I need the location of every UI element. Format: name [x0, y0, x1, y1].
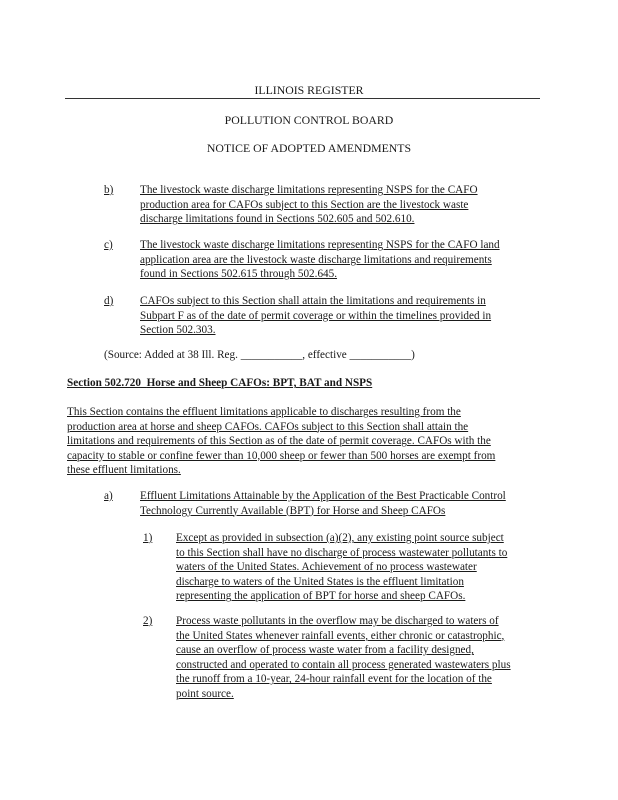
register-heading: ILLINOIS REGISTER	[254, 83, 364, 97]
section-intro	[67, 405, 547, 478]
item-b-marker: b)	[104, 184, 114, 196]
intro-line: limitations and requirements of this Section as of the date of permit coverage. CAFOs with the	[67, 435, 491, 448]
subsection-a-marker: a)	[104, 490, 113, 502]
item-c-marker: c)	[104, 239, 113, 251]
notice-heading: NOTICE OF ADOPTED AMENDMENTS	[206, 141, 412, 155]
numbered-line: representing the application of BPT for horse and sheep CAFOs.	[176, 590, 466, 603]
numbered-1-marker: 1)	[143, 532, 153, 544]
intro-line: capacity to stable or confine fewer than 10,000 sheep or fewer than 500 horses are exempt from	[67, 449, 496, 462]
item-line: found in Sections 502.615 through 502.645.	[140, 268, 338, 281]
numbered-line: to this Section shall have no discharge of process wastewater pollutants to	[176, 546, 508, 559]
source-note: (Source: Added at 38 Ill. Reg. ___________, effective ___________)	[104, 349, 415, 361]
item-line: The livestock waste discharge limitations representing NSPS for the CAFO	[140, 184, 478, 196]
numbered-1-text	[176, 531, 546, 604]
numbered-line: waters of the United States. Achievement of no process wastewater	[176, 561, 477, 574]
section-number: Section 502.720	[67, 377, 141, 389]
section-title: Horse and Sheep CAFOs: BPT, BAT and NSPS	[146, 377, 373, 389]
item-d-text	[140, 294, 540, 338]
numbered-line: constructed and operated to contain all process generated wastewaters plus	[176, 658, 511, 671]
subsection-line: Effluent Limitations Attainable by the Application of the Best Practicable Control	[140, 490, 506, 502]
item-d-marker: d)	[104, 295, 114, 307]
board-heading: POLLUTION CONTROL BOARD	[224, 113, 394, 127]
subsection-line: Technology Currently Available (BPT) for Horse and Sheep CAFOs	[140, 504, 446, 517]
item-line: Subpart F as of the date of permit coverage or within the timelines provided in	[140, 309, 492, 322]
numbered-line: discharge to waters of the United States is the effluent limitation	[176, 575, 464, 588]
item-line: CAFOs subject to this Section shall attain the limitations and requirements in	[140, 295, 486, 307]
numbered-line: the runoff from a 10-year, 24-hour rainfall event for the location of the	[176, 673, 492, 686]
numbered-line: Process waste pollutants in the overflow may be discharged to waters of	[176, 615, 499, 627]
item-b-text	[140, 183, 540, 227]
numbered-line: point source.	[176, 687, 234, 700]
item-line: discharge limitations found in Sections 502.605 and 502.610.	[140, 213, 415, 226]
item-line: The livestock waste discharge limitations representing NSPS for the CAFO land	[140, 239, 500, 251]
header-rule	[65, 98, 540, 99]
item-line: application area are the livestock waste discharge limitations and requirements	[140, 253, 492, 266]
numbered-2-marker: 2)	[143, 615, 153, 627]
item-line: production area for CAFOs subject to this Section are the livestock waste	[140, 198, 469, 211]
intro-line: these effluent limitations.	[67, 464, 181, 477]
item-c-text	[140, 238, 545, 282]
numbered-2-text	[176, 614, 548, 702]
section-heading	[67, 376, 547, 391]
subsection-a-text	[140, 489, 545, 518]
intro-line: production area at horse and sheep CAFOs. CAFOs subject to this Section shall attain the	[67, 420, 469, 433]
item-line: Section 502.303.	[140, 324, 216, 337]
intro-line: This Section contains the effluent limitations applicable to discharges resulting from the	[67, 406, 461, 418]
numbered-line: cause an overflow of process waste water from a facility designed,	[176, 644, 474, 657]
numbered-line: the United States whenever rainfall events, either chronic or catastrophic,	[176, 629, 505, 642]
numbered-line: Except as provided in subsection (a)(2), any existing point source subject	[176, 532, 504, 544]
